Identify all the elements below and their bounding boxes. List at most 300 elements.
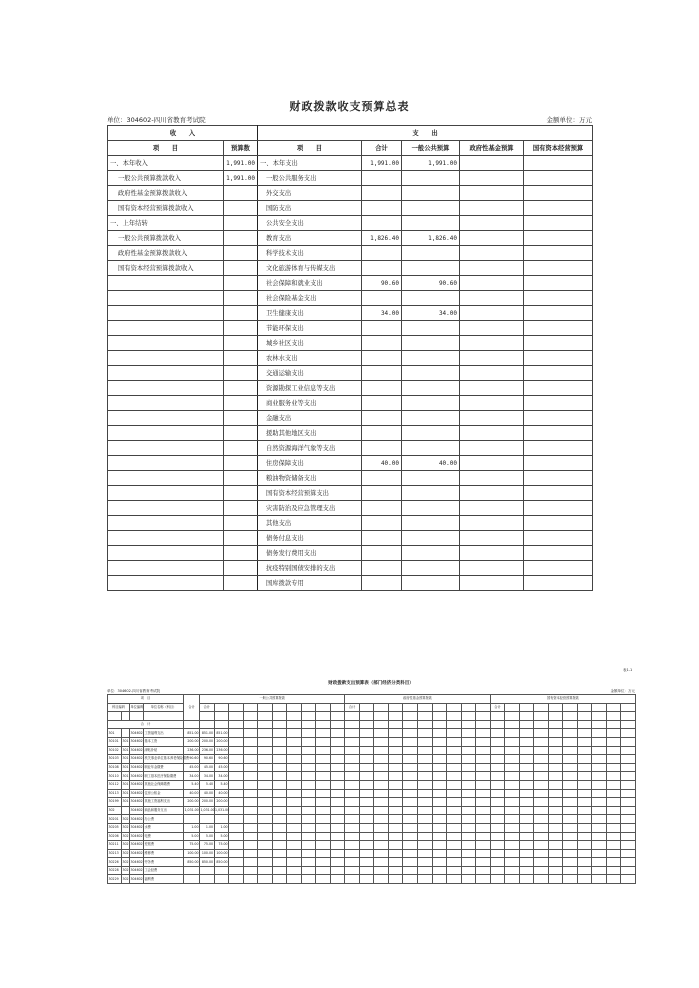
value-cell (476, 832, 491, 841)
parent-code-cell: 301 (122, 772, 130, 781)
value-cell (432, 720, 447, 729)
total-value-cell (362, 246, 402, 261)
value-cell: 850.00 (200, 858, 215, 867)
table-row (108, 246, 593, 261)
value-cell (417, 755, 432, 764)
value-cell (563, 789, 578, 798)
table-row (108, 858, 636, 867)
value-cell (534, 720, 549, 729)
value-cell (476, 746, 491, 755)
expense-item-cell: 公共安全支出 (258, 216, 362, 231)
expense-item-cell: 一般公共服务支出 (258, 171, 362, 186)
general-value-cell (402, 336, 460, 351)
total-value-cell (184, 720, 200, 729)
value-cell (548, 729, 563, 738)
total-value-cell: 34.00 (184, 772, 200, 781)
income-item-cell: 一、本年收入 (108, 156, 224, 171)
value-cell (519, 780, 534, 789)
value-cell (519, 823, 534, 832)
general-value-cell (402, 516, 460, 531)
unit-code-cell: 304602 (130, 858, 144, 867)
general-value-cell: 1,826.40 (402, 231, 460, 246)
income-item-cell (108, 501, 224, 516)
value-cell (417, 720, 432, 729)
budget-summary-table (107, 125, 593, 591)
value-cell (548, 772, 563, 781)
sub-header (621, 703, 636, 712)
value-cell (490, 737, 505, 746)
value-cell (490, 789, 505, 798)
unit-code-cell: 304602 (130, 806, 144, 815)
value-cell (577, 841, 592, 850)
table-row (108, 737, 636, 746)
sub-header (563, 712, 578, 721)
gov-fund-value-cell (460, 381, 524, 396)
table-row (108, 815, 636, 824)
total-value-cell: 200.00 (184, 737, 200, 746)
sub-header (505, 712, 520, 721)
value-cell (461, 841, 476, 850)
table-row (108, 806, 636, 815)
value-cell (287, 875, 302, 884)
value-cell (330, 823, 345, 832)
value-cell (374, 875, 389, 884)
value-cell (606, 841, 621, 850)
value-cell (490, 720, 505, 729)
value-cell: 100.00 (200, 849, 215, 858)
value-cell (432, 841, 447, 850)
value-cell: 236.00 (200, 746, 215, 755)
value-cell (447, 875, 462, 884)
value-cell (577, 832, 592, 841)
state-capital-value-cell (524, 381, 593, 396)
value-cell (606, 849, 621, 858)
value-cell (359, 806, 374, 815)
value-cell (287, 720, 302, 729)
value-cell (345, 806, 360, 815)
value-cell (229, 841, 244, 850)
gov-fund-value-cell (460, 516, 524, 531)
income-item-cell (108, 426, 224, 441)
value-cell (417, 763, 432, 772)
value-cell (388, 815, 403, 824)
value-cell (345, 746, 360, 755)
value-cell (287, 755, 302, 764)
value-cell (388, 858, 403, 867)
general-value-cell (402, 216, 460, 231)
table-header-row (108, 126, 593, 141)
value-cell (621, 746, 636, 755)
code-cell: 30113 (108, 789, 122, 798)
value-cell (548, 746, 563, 755)
value-cell (563, 841, 578, 850)
sub-header (577, 712, 592, 721)
value-cell (447, 841, 462, 850)
value-cell (606, 763, 621, 772)
item-name-cell: 商品和服务支出 (144, 806, 184, 815)
value-cell (505, 806, 520, 815)
value-cell (403, 849, 418, 858)
table-row (108, 780, 636, 789)
income-item-header: 项 目 (108, 141, 224, 156)
value-cell (388, 832, 403, 841)
value-cell (345, 737, 360, 746)
value-cell (490, 755, 505, 764)
value-cell (417, 737, 432, 746)
value-cell (229, 772, 244, 781)
value-cell (548, 763, 563, 772)
state-capital-value-cell (524, 516, 593, 531)
unit-code-cell: 304602 (130, 832, 144, 841)
table-row (108, 531, 593, 546)
value-cell (490, 806, 505, 815)
total-value-cell: 90.60 (362, 276, 402, 291)
value-cell (592, 875, 607, 884)
value-cell (200, 720, 215, 729)
income-item-cell (108, 576, 224, 591)
value-cell (432, 763, 447, 772)
general-value-cell (402, 561, 460, 576)
parent-code-cell: 302 (122, 849, 130, 858)
value-cell (447, 858, 462, 867)
value-cell (345, 763, 360, 772)
value-cell (505, 720, 520, 729)
gov-fund-value-cell (460, 396, 524, 411)
income-value-cell (224, 531, 258, 546)
expense-item-cell: 灾害防治及应急管理支出 (258, 501, 362, 516)
value-cell (330, 780, 345, 789)
value-cell (229, 849, 244, 858)
table-row (108, 746, 636, 755)
gov-fund-value-cell (460, 366, 524, 381)
general-value-cell (402, 486, 460, 501)
unit-code-cell: 304602 (130, 780, 144, 789)
sub-header (258, 712, 273, 721)
value-cell (359, 763, 374, 772)
value-cell: 1,031.00 (200, 806, 215, 815)
income-value-cell (224, 291, 258, 306)
value-cell (447, 780, 462, 789)
value-cell (301, 755, 316, 764)
value-cell (316, 832, 331, 841)
total-value-cell (362, 531, 402, 546)
value-cell (243, 737, 258, 746)
table-row (108, 501, 593, 516)
state-capital-value-cell (524, 486, 593, 501)
value-cell: 1.00 (214, 823, 229, 832)
value-cell (490, 841, 505, 850)
general-value-cell (402, 501, 460, 516)
value-cell (519, 772, 534, 781)
value-cell (621, 780, 636, 789)
value-cell (548, 841, 563, 850)
value-cell (548, 875, 563, 884)
sub-header (287, 712, 302, 721)
sub-header (374, 712, 389, 721)
unit2-label: 单位：304602-四川省教育考试院 (107, 689, 161, 693)
total-value-cell: 1,826.40 (362, 231, 402, 246)
table-row (108, 516, 593, 531)
state-capital-value-cell (524, 201, 593, 216)
total-value-cell (362, 261, 402, 276)
value-cell (359, 772, 374, 781)
value-cell (476, 858, 491, 867)
code-cell: 30211 (108, 841, 122, 850)
value-cell (476, 789, 491, 798)
value-cell: 5.40 (200, 780, 215, 789)
income-value-cell (224, 441, 258, 456)
state-capital-value-cell (524, 426, 593, 441)
table-row (108, 849, 636, 858)
value-cell (229, 763, 244, 772)
sub-header (606, 712, 621, 721)
value-cell (548, 823, 563, 832)
value-cell (592, 798, 607, 807)
income-value-cell (224, 411, 258, 426)
value-cell (534, 729, 549, 738)
value-cell (606, 789, 621, 798)
general-value-cell (402, 381, 460, 396)
unit-code-cell: 304602 (130, 815, 144, 824)
total-value-cell (362, 546, 402, 561)
value-cell (592, 763, 607, 772)
value-cell (301, 729, 316, 738)
item-name-cell: 差旅费 (144, 841, 184, 850)
value-cell (243, 772, 258, 781)
value-cell (374, 815, 389, 824)
sub-header (403, 703, 418, 712)
value-cell (447, 866, 462, 875)
total-value-cell (362, 366, 402, 381)
value-cell (403, 875, 418, 884)
value-cell (272, 746, 287, 755)
parent-code-cell: 302 (122, 815, 130, 824)
income-item-cell (108, 306, 224, 321)
value-cell (447, 806, 462, 815)
value-cell (272, 755, 287, 764)
value-cell (316, 815, 331, 824)
income-item-cell: 一般公共预算拨款收入 (108, 171, 224, 186)
value-cell (388, 763, 403, 772)
value-cell (461, 729, 476, 738)
value-cell (563, 755, 578, 764)
value-cell (432, 815, 447, 824)
value-cell (301, 772, 316, 781)
expense-item-cell: 债务付息支出 (258, 531, 362, 546)
value-cell (388, 798, 403, 807)
value-cell (592, 849, 607, 858)
unit-code-cell: 304602 (130, 729, 144, 738)
value-cell (243, 746, 258, 755)
value-cell (505, 737, 520, 746)
table-row (108, 798, 636, 807)
value-cell (577, 866, 592, 875)
value-cell (301, 823, 316, 832)
value-cell (243, 815, 258, 824)
value-cell (272, 729, 287, 738)
total-header: 合计 (362, 141, 402, 156)
value-cell (505, 755, 520, 764)
value-cell (243, 789, 258, 798)
expense-item-cell: 金融支出 (258, 411, 362, 426)
code-cell: 30226 (108, 858, 122, 867)
value-cell (447, 720, 462, 729)
value-cell (388, 780, 403, 789)
income-value-cell (224, 246, 258, 261)
total-value-cell: 45.00 (184, 763, 200, 772)
value-cell (359, 798, 374, 807)
value-cell (505, 866, 520, 875)
value-cell (417, 798, 432, 807)
general-value-cell (402, 201, 460, 216)
sub-header: 合计 (200, 703, 215, 712)
value-cell (287, 823, 302, 832)
value-cell (301, 832, 316, 841)
sub-header (243, 703, 258, 712)
expense-header: 支 出 (258, 126, 593, 141)
income-budget-header: 预算数 (224, 141, 258, 156)
value-cell (374, 858, 389, 867)
sub-header (417, 712, 432, 721)
value-cell (229, 858, 244, 867)
value-cell (330, 866, 345, 875)
value-cell (432, 832, 447, 841)
value-cell (621, 772, 636, 781)
total-value-cell: 1.00 (184, 823, 200, 832)
unit-code-cell: 304602 (130, 772, 144, 781)
value-cell (490, 772, 505, 781)
value-cell (374, 798, 389, 807)
value-cell (403, 858, 418, 867)
value-cell (519, 849, 534, 858)
value-cell (592, 823, 607, 832)
value-cell (330, 798, 345, 807)
value-cell: 34.00 (200, 772, 215, 781)
value-cell (272, 858, 287, 867)
value-cell (476, 772, 491, 781)
value-cell (417, 858, 432, 867)
value-cell: 100.00 (214, 849, 229, 858)
value-cell (490, 815, 505, 824)
table-row (108, 411, 593, 426)
value-cell (592, 815, 607, 824)
value-cell (243, 849, 258, 858)
value-cell (563, 720, 578, 729)
value-cell (461, 720, 476, 729)
expense-item-cell: 自然资源海洋气象等支出 (258, 441, 362, 456)
value-cell (534, 737, 549, 746)
total-value-cell: 40.00 (362, 456, 402, 471)
value-cell (287, 746, 302, 755)
value-cell (534, 815, 549, 824)
general-value-cell (402, 426, 460, 441)
value-cell (577, 746, 592, 755)
value-cell (577, 823, 592, 832)
total-value-cell (362, 321, 402, 336)
unit-code-cell: 304602 (130, 789, 144, 798)
value-cell (258, 866, 273, 875)
total-value-cell: 5.40 (184, 780, 200, 789)
value-cell (301, 858, 316, 867)
total-value-cell: 236.00 (184, 746, 200, 755)
state-capital-value-cell (524, 396, 593, 411)
state-capital-value-cell (524, 351, 593, 366)
general-value-cell (402, 186, 460, 201)
state-capital-value-cell (524, 156, 593, 171)
value-cell (505, 858, 520, 867)
value-cell: 90.60 (214, 755, 229, 764)
value-cell (476, 841, 491, 850)
value-cell (388, 720, 403, 729)
gov-fund-header: 政府性基金预算 (460, 141, 524, 156)
value-cell (374, 832, 389, 841)
value-cell (417, 729, 432, 738)
value-cell (374, 849, 389, 858)
state-capital-value-cell (524, 561, 593, 576)
value-cell (316, 849, 331, 858)
parent-code-cell: 301 (122, 763, 130, 772)
value-cell (534, 798, 549, 807)
page-title: 财政拨款收支预算总表 (289, 100, 410, 113)
value-cell (330, 789, 345, 798)
code-cell: 30101 (108, 737, 122, 746)
value-cell (577, 772, 592, 781)
value-cell (359, 780, 374, 789)
value-cell (606, 746, 621, 755)
value-cell (505, 849, 520, 858)
value-cell (592, 737, 607, 746)
parent-code-cell: 302 (122, 875, 130, 884)
general-budget-header: 一般公共预算 (402, 141, 460, 156)
value-cell (388, 789, 403, 798)
value-cell (505, 789, 520, 798)
value-cell (287, 780, 302, 789)
value-cell (432, 806, 447, 815)
total-value-cell: 90.60 (184, 755, 200, 764)
code-cell: 30199 (108, 798, 122, 807)
value-cell (577, 798, 592, 807)
state-capital-value-cell (524, 366, 593, 381)
value-cell (374, 841, 389, 850)
unit-code-cell: 304602 (130, 746, 144, 755)
value-cell (330, 746, 345, 755)
value-cell (316, 746, 331, 755)
value-cell (476, 720, 491, 729)
value-cell (316, 720, 331, 729)
value-cell (229, 823, 244, 832)
expense-item-cell: 债务发行费用支出 (258, 546, 362, 561)
expense-item-cell: 国库拨款专用 (258, 576, 362, 591)
sub-header (229, 712, 244, 721)
value-cell (534, 849, 549, 858)
total-value-cell (362, 516, 402, 531)
code-cell: 30201 (108, 815, 122, 824)
value-cell (577, 858, 592, 867)
value-cell (447, 737, 462, 746)
value-cell (563, 763, 578, 772)
value-cell (417, 866, 432, 875)
table-row (108, 231, 593, 246)
value-cell (345, 849, 360, 858)
value-cell (461, 823, 476, 832)
group3-header: 国有资本经营预算拨款 (490, 695, 635, 704)
sub-header (403, 712, 418, 721)
table-row (108, 823, 636, 832)
value-cell (461, 737, 476, 746)
income-item-cell: 一、上年结转 (108, 216, 224, 231)
value-cell (301, 780, 316, 789)
value-cell (287, 772, 302, 781)
